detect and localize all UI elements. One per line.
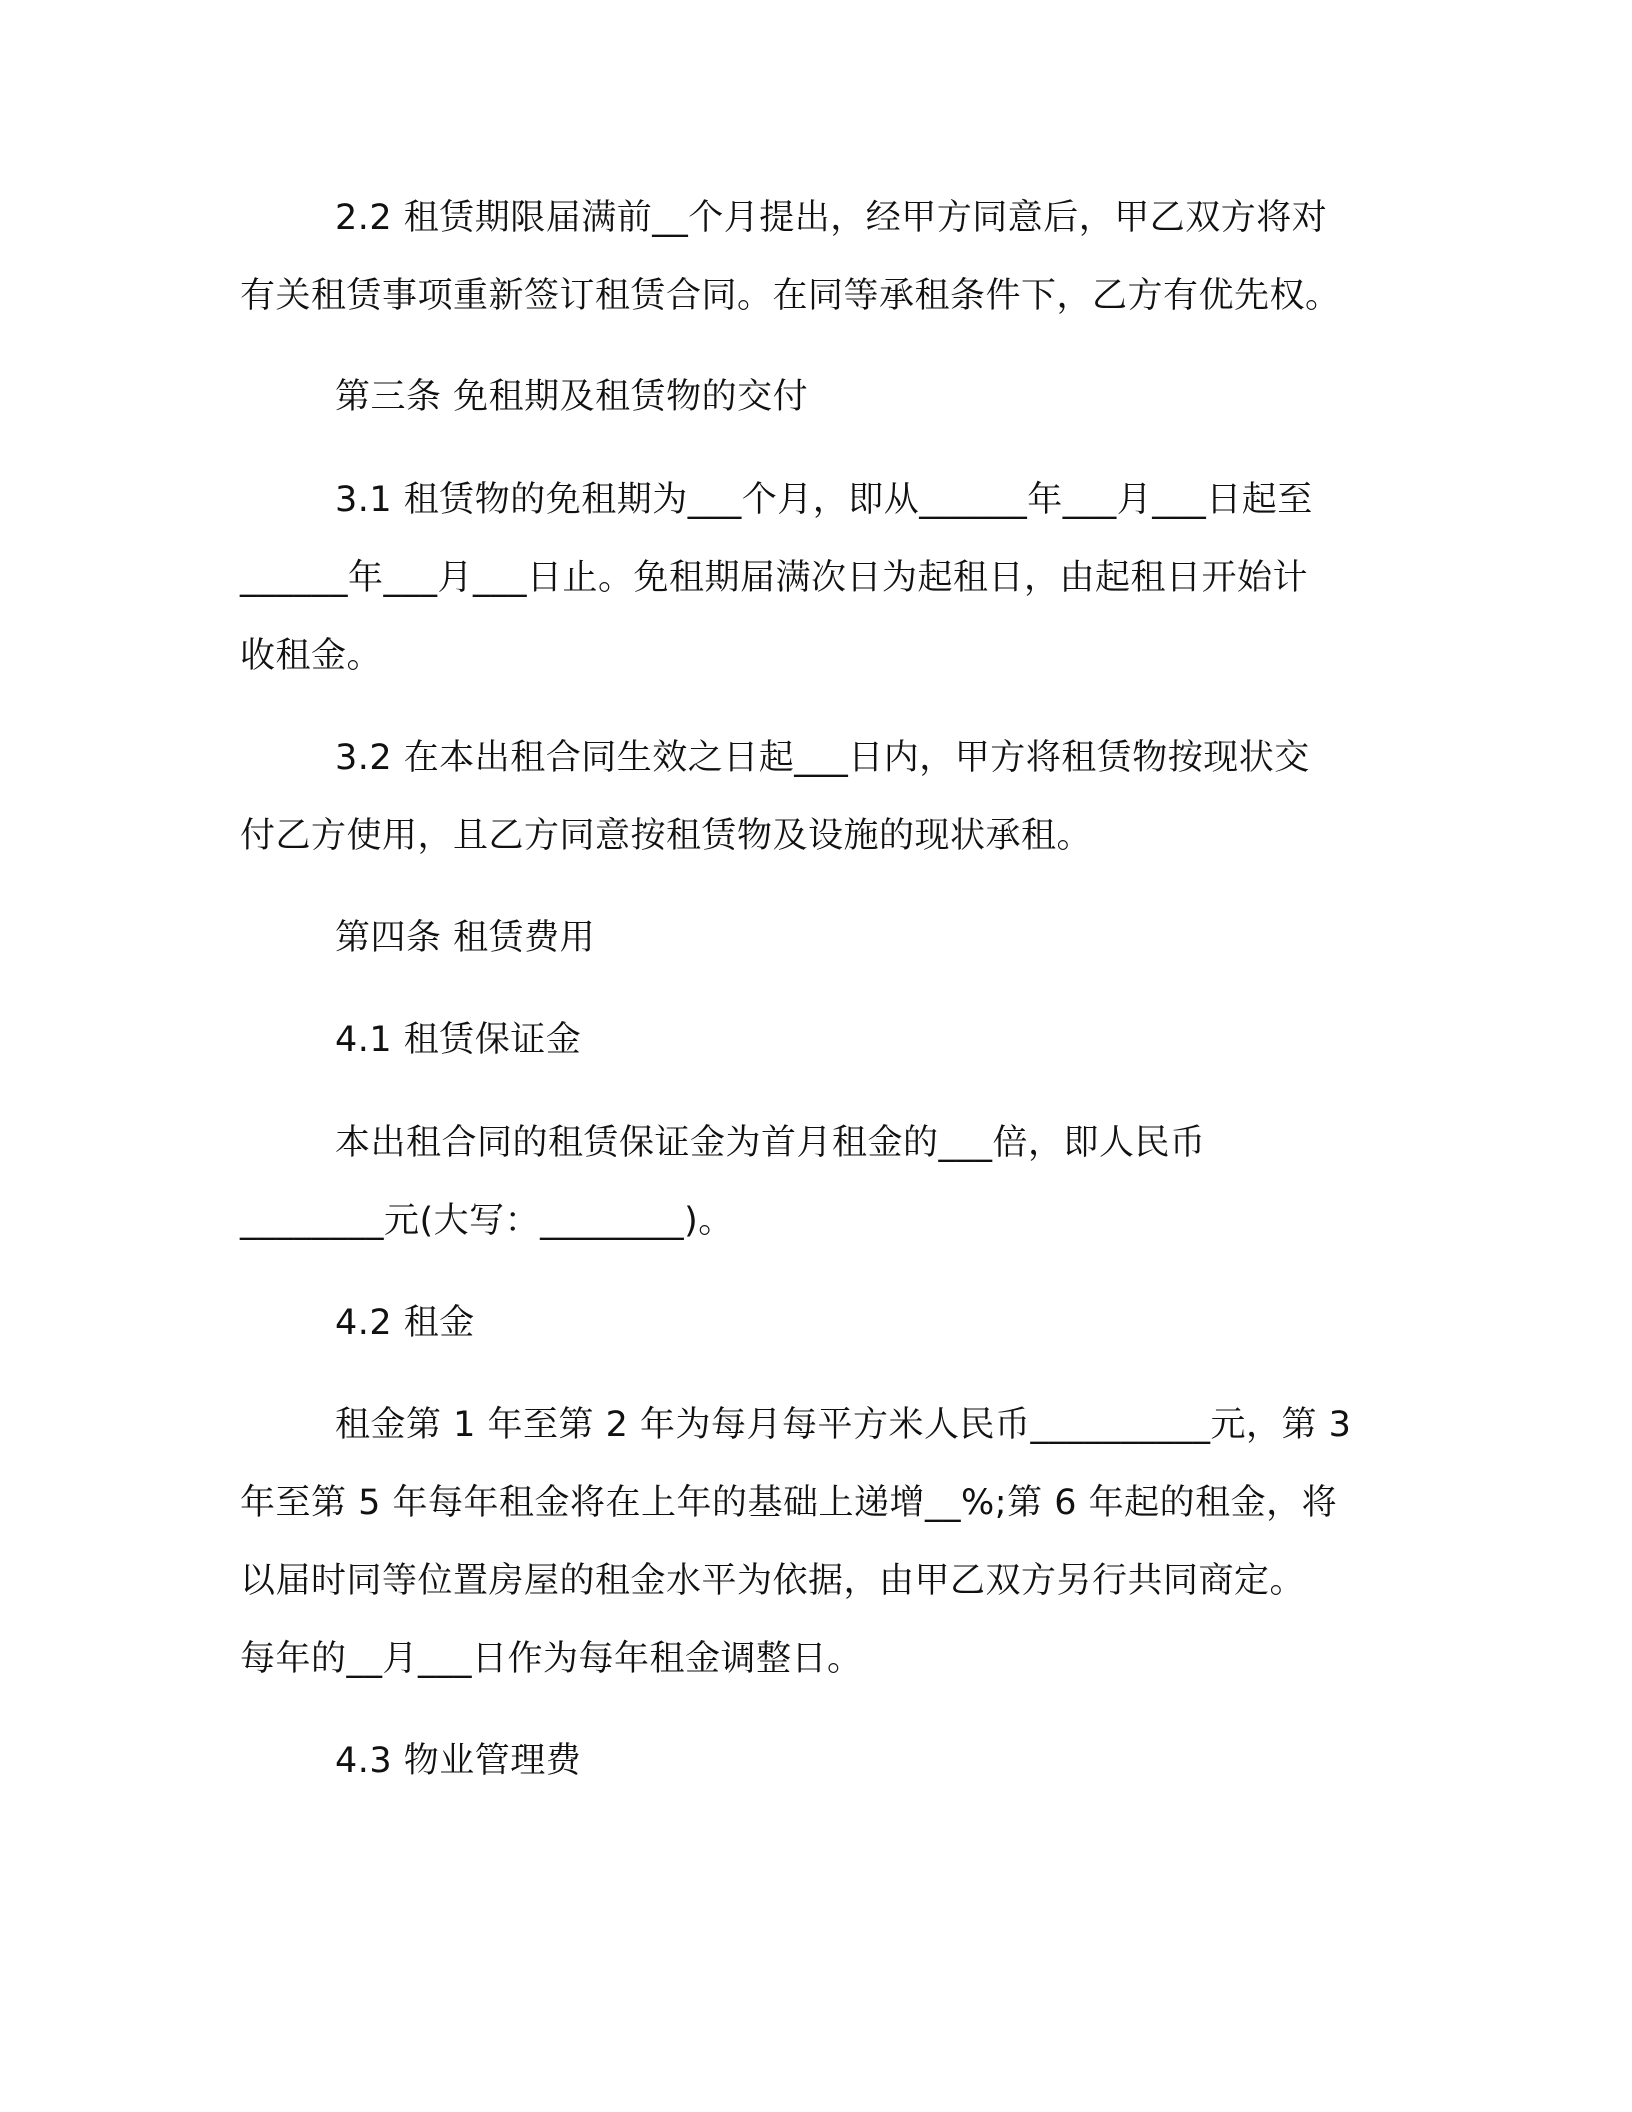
clause-4-3-heading: 4.3 物业管理费 bbox=[335, 1741, 582, 1781]
clause-3-2-line-2: 付乙方使用，且乙方同意按租赁物及设施的现状承租。 bbox=[240, 816, 1093, 856]
clause-4-1-heading: 4.1 租赁保证金 bbox=[335, 1020, 582, 1060]
clause-4-2-line-4: 每年的__月___日作为每年租金调整日。 bbox=[240, 1639, 863, 1679]
clause-4-2-line-2: 年至第 5 年每年租金将在上年的基础上递增__%;第 6 年起的租金，将 bbox=[240, 1483, 1338, 1523]
article-4-heading: 第四条 租赁费用 bbox=[335, 918, 596, 958]
article-3-heading: 第三条 免租期及租赁物的交付 bbox=[335, 377, 809, 417]
clause-4-2-line-1: 租金第 1 年至第 2 年为每月每平方米人民币__________元，第 3 bbox=[335, 1405, 1352, 1445]
clause-3-1-line-1: 3.1 租赁物的免租期为___个月，即从______年___月___日起至 bbox=[335, 480, 1313, 520]
clause-3-1-line-3: 收租金。 bbox=[240, 636, 383, 676]
clause-4-1-line-1: 本出租合同的租赁保证金为首月租金的___倍，即人民币 bbox=[335, 1123, 1206, 1163]
clause-3-1-line-2: ______年___月___日止。免租期届满次日为起租日，由起租日开始计 bbox=[240, 558, 1309, 598]
clause-4-2-heading: 4.2 租金 bbox=[335, 1303, 475, 1343]
clause-2-2-line-2: 有关租赁事项重新签订租赁合同。在同等承租条件下，乙方有优先权。 bbox=[240, 276, 1341, 316]
clause-4-1-line-2: ________元(大写：________)。 bbox=[240, 1201, 734, 1241]
clause-3-2-line-1: 3.2 在本出租合同生效之日起___日内，甲方将租赁物按现状交 bbox=[335, 738, 1310, 778]
clause-2-2-line-1: 2.2 租赁期限届满前__个月提出，经甲方同意后，甲乙双方将对 bbox=[335, 198, 1328, 238]
clause-4-2-line-3: 以届时同等位置房屋的租金水平为依据，由甲乙双方另行共同商定。 bbox=[240, 1561, 1306, 1601]
